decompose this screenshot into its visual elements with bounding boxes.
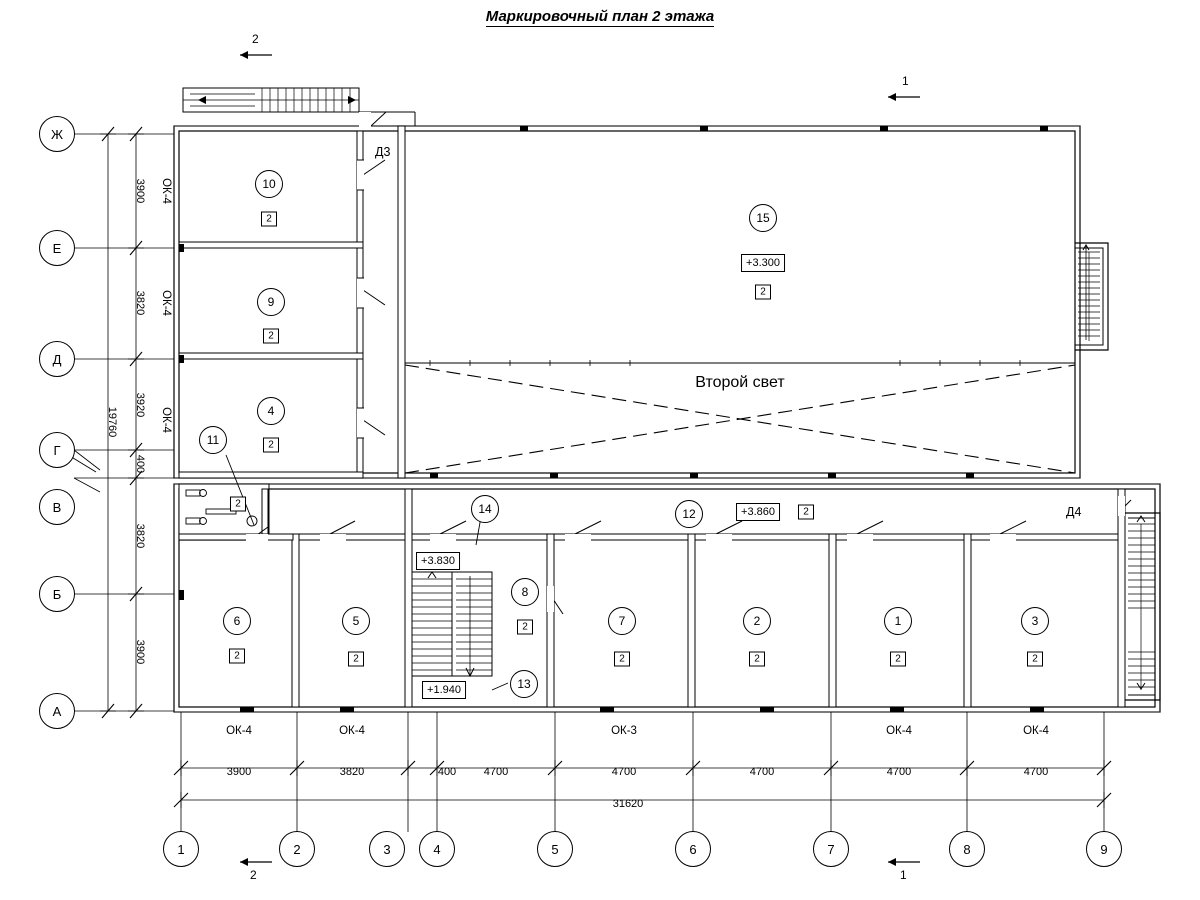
room-number: 13 [517, 677, 531, 691]
room-bubble-8[interactable] [511, 578, 539, 606]
elevation-value: +3.860 [741, 506, 775, 518]
axis-bubble-9[interactable] [1086, 831, 1122, 867]
room-number: 14 [478, 502, 492, 516]
elevation-value: +3.830 [421, 555, 455, 567]
axis-label: 1 [177, 841, 185, 857]
section-mark-1-top: 1 [902, 74, 909, 88]
section-mark-2-bottom: 2 [250, 868, 257, 882]
room-bubble-3[interactable] [1021, 607, 1049, 635]
finish-code: 2 [268, 439, 274, 451]
axis-label: 6 [689, 841, 697, 857]
room-bubble-9[interactable] [257, 288, 285, 316]
elevation-3300 [741, 254, 785, 272]
room-number: 4 [267, 404, 275, 418]
dim-bottom-3820: 3820 [339, 766, 365, 778]
room-bubble-2[interactable] [743, 607, 771, 635]
axis-bubble-zh[interactable] [39, 116, 75, 152]
room-bubble-6[interactable] [223, 607, 251, 635]
axis-label: А [52, 703, 62, 719]
dim-left-3820-bottom: 3820 [134, 523, 146, 549]
dim-bottom-4700-4: 4700 [886, 766, 912, 778]
axis-label: 9 [1100, 841, 1108, 857]
finish-code: 2 [895, 653, 901, 665]
window-label-bottom-1: ОК-4 [226, 725, 252, 737]
window-label-bottom-4: ОК-4 [886, 725, 912, 737]
dim-bottom-total: 31620 [612, 798, 644, 810]
axis-bubble-b[interactable] [39, 576, 75, 612]
axis-label: Г [53, 442, 61, 458]
axis-label: 5 [551, 841, 559, 857]
room-bubble-15[interactable] [749, 204, 777, 232]
axis-bubble-6[interactable] [675, 831, 711, 867]
finish-code: 2 [235, 498, 241, 510]
window-label-bottom-5: ОК-4 [1023, 725, 1049, 737]
axis-label: Е [52, 240, 62, 256]
axis-bubble-8[interactable] [949, 831, 985, 867]
axis-label: Б [52, 586, 62, 602]
dim-bottom-4700-2: 4700 [611, 766, 637, 778]
axis-label: 4 [433, 841, 441, 857]
finish-code: 2 [760, 286, 766, 298]
dim-bottom-4700-1: 4700 [483, 766, 509, 778]
finish-box-6 [229, 649, 245, 664]
room-number: 9 [267, 295, 275, 309]
axis-bubble-4[interactable] [419, 831, 455, 867]
window-label-bottom-3: ОК-3 [611, 725, 637, 737]
dim-left-3900-top: 3900 [134, 178, 146, 204]
room-number: 6 [233, 614, 241, 628]
axis-bubble-d[interactable] [39, 341, 75, 377]
axis-label: 7 [827, 841, 835, 857]
room-number: 15 [756, 211, 770, 225]
finish-box-8 [517, 620, 533, 635]
finish-code: 2 [353, 653, 359, 665]
axis-bubble-1[interactable] [163, 831, 199, 867]
axis-label: 2 [293, 841, 301, 857]
dim-left-total: 19760 [106, 406, 118, 438]
axis-bubble-2[interactable] [279, 831, 315, 867]
room-number: 7 [618, 614, 626, 628]
room-bubble-14[interactable] [471, 495, 499, 523]
finish-box-9 [263, 329, 279, 344]
dim-left-3820-top: 3820 [134, 290, 146, 316]
room-bubble-13[interactable] [510, 670, 538, 698]
door-label-d4: Д4 [1066, 505, 1082, 519]
finish-code: 2 [234, 650, 240, 662]
finish-box-12 [798, 505, 814, 520]
axis-label: 3 [383, 841, 391, 857]
room-bubble-10[interactable] [255, 170, 283, 198]
section-mark-2-top: 2 [252, 32, 259, 46]
window-label-bottom-2: ОК-4 [339, 725, 365, 737]
dim-bottom-400: 400 [437, 766, 457, 778]
finish-code: 2 [754, 653, 760, 665]
axis-label: В [52, 499, 62, 515]
room-bubble-12[interactable] [675, 500, 703, 528]
window-label-left-1: ОК-4 [160, 178, 172, 204]
room-bubble-7[interactable] [608, 607, 636, 635]
room-number: 2 [753, 614, 761, 628]
door-label-d3: Д3 [375, 145, 391, 159]
finish-box-11 [230, 497, 246, 512]
axis-bubble-e[interactable] [39, 230, 75, 266]
room-bubble-5[interactable] [342, 607, 370, 635]
finish-code: 2 [268, 330, 274, 342]
room-bubble-1[interactable] [884, 607, 912, 635]
elevation-3830 [416, 552, 460, 570]
axis-label: Ж [50, 126, 63, 142]
finish-box-10 [261, 212, 277, 227]
room-number: 12 [682, 507, 696, 521]
elevation-1940 [422, 681, 466, 699]
drawing-title-text: Маркировочный план 2 этажа [485, 8, 715, 25]
room-number: 5 [352, 614, 360, 628]
room-number: 8 [521, 585, 529, 599]
finish-box-3 [1027, 652, 1043, 667]
dim-left-3900-bottom: 3900 [134, 639, 146, 665]
finish-box-2 [749, 652, 765, 667]
window-label-left-3: ОК-4 [160, 407, 172, 433]
dim-left-400: 400 [134, 454, 146, 474]
finish-code: 2 [619, 653, 625, 665]
finish-code: 2 [522, 621, 528, 633]
finish-box-4 [263, 438, 279, 453]
axis-bubble-5[interactable] [537, 831, 573, 867]
axis-bubble-v[interactable] [39, 489, 75, 525]
dim-bottom-4700-3: 4700 [749, 766, 775, 778]
finish-code: 2 [266, 213, 272, 225]
dim-bottom-3900: 3900 [226, 766, 252, 778]
axis-label: 8 [963, 841, 971, 857]
finish-code: 2 [803, 506, 809, 518]
finish-box-5 [348, 652, 364, 667]
axis-bubble-a[interactable] [39, 693, 75, 729]
finish-box-15 [755, 285, 771, 300]
room-bubble-11[interactable] [199, 426, 227, 454]
room-number: 11 [206, 433, 220, 447]
elevation-value: +1.940 [427, 684, 461, 696]
second-light-label: Второй свет [695, 374, 785, 391]
dim-left-3920: 3920 [134, 392, 146, 418]
elevation-3860 [736, 503, 780, 521]
finish-code: 2 [1032, 653, 1038, 665]
axis-bubble-7[interactable] [813, 831, 849, 867]
axis-label: Д [52, 351, 62, 367]
axis-bubble-3[interactable] [369, 831, 405, 867]
room-number: 3 [1031, 614, 1039, 628]
dim-bottom-4700-5: 4700 [1023, 766, 1049, 778]
window-label-left-2: ОК-4 [160, 290, 172, 316]
room-bubble-4[interactable] [257, 397, 285, 425]
room-number: 10 [262, 177, 276, 191]
finish-box-1 [890, 652, 906, 667]
finish-box-7 [614, 652, 630, 667]
elevation-value: +3.300 [746, 257, 780, 269]
axis-bubble-g[interactable] [39, 432, 75, 468]
section-mark-1-bottom: 1 [900, 868, 907, 882]
room-number: 1 [894, 614, 902, 628]
